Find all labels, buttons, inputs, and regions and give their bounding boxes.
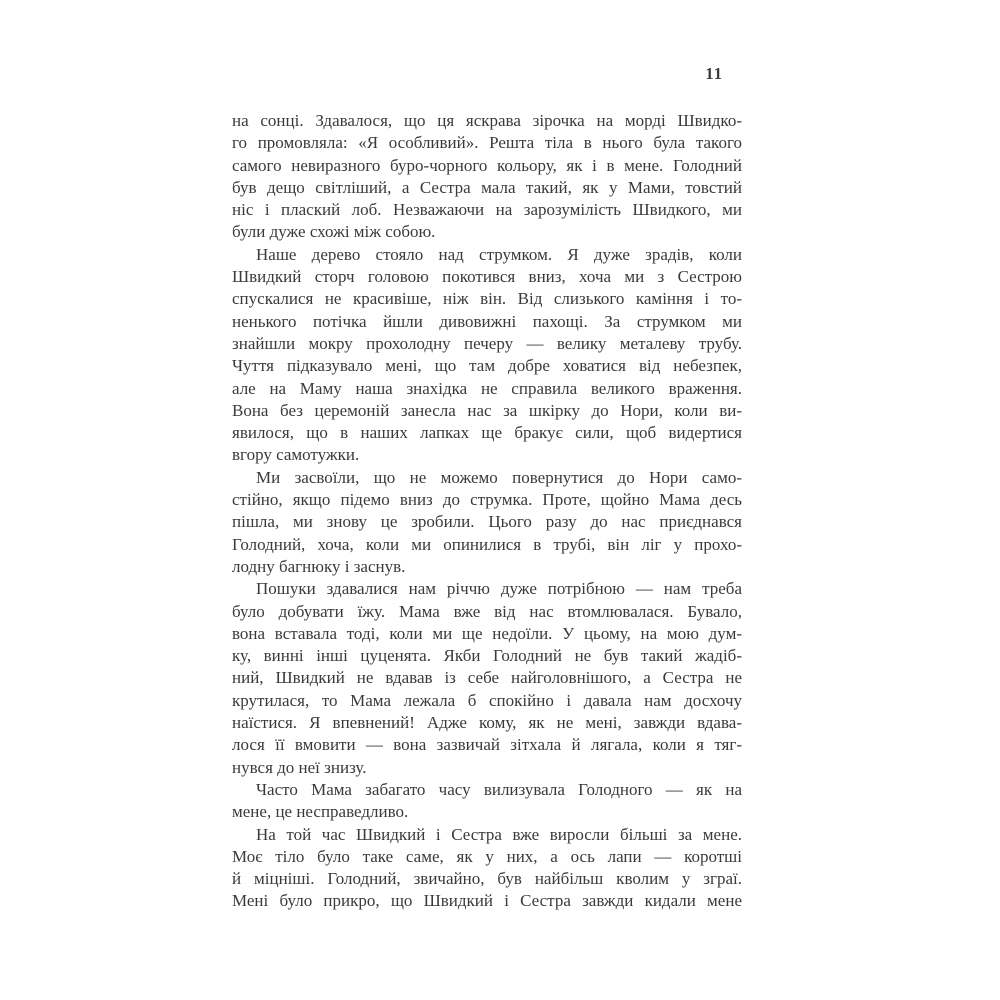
text-line: ніс і плаский лоб. Незважаючи на зарозумілість Швидкого, ми [232,200,742,220]
text-line: стійно, якщо підемо вниз до струмка. Проте, щойно Мама десь [232,490,742,510]
text-line: нувся до неї знизу. [232,757,367,777]
text-column [232,110,742,913]
text-line: вгору самотужки. [232,445,360,465]
text-line: на сонці. Здавалося, що ця яскрава зірочка на морді Швидко- [232,111,742,130]
text-line: були дуже схожі між собою. [232,222,436,242]
text-line: але на Маму наша знахідка не справила великого враження. [232,378,742,398]
text-line: вона вставала тоді, коли ми ще недоїли. У цьому, на мою дум- [232,623,742,643]
text-line: На той час Швидкий і Сестра вже виросли більші за мене. [256,824,742,844]
text-line: й міцніші. Голодний, звичайно, був найбільш кволим у зграї. [232,869,742,889]
text-line: Вона без церемоній занесла нас за шкірку до Нори, коли ви- [232,400,742,420]
text-line: Голодний, хоча, коли ми опинилися в трубі, він ліг у прохо- [232,534,742,554]
text-line: Наше дерево стояло над струмком. Я дуже зрадів, коли [256,244,742,264]
text-line: Швидкий сторч головою покотився вниз, хоча ми з Сестрою [232,267,742,287]
text-line: Ми засвоїли, що не можемо повернутися до Нори само- [256,467,742,487]
text-line: крутилася, то Мама лежала б спокійно і давала нам досхочу [232,690,742,710]
text-line: ний, Швидкий не вдавав із себе найголовнішого, а Сестра не [232,668,742,688]
text-line: ненького потічка йшли дивовижні пахощі. За струмком ми [232,311,742,331]
text-line: лося її вмовити — вона зазвичай зітхала й лягала, коли я тяг- [232,735,742,755]
text-line: мене, це несправедливо. [232,802,409,822]
text-line: ку, винні інші цуценята. Якби Голодний не був такий жадіб- [232,646,742,666]
text-line: Мені було прикро, що Швидкий і Сестра завжди кидали мене [232,891,742,911]
text-line: був дещо світліший, а Сестра мала такий, як у Мами, товстий [232,177,742,197]
text-line: було добувати їжу. Мама вже від нас втомлювалася. Бувало, [232,601,742,621]
text-line: Моє тіло було таке саме, як у них, а ось лапи — коротші [232,846,742,866]
text-line: лодну багнюку і заснув. [232,556,406,576]
text-line: наїстися. Я впевнений! Адже кому, як не мені, завжди вдава- [232,713,742,733]
page-number: 11 [705,64,723,83]
text-line: го промовляла: «Я особливий». Решта тіла в нього була такого [232,133,742,153]
text-line: пішла, ми знову це зробили. Цього разу до нас приєднався [232,512,742,532]
text-line: спускалися не красивіше, ніж він. Від слизького каміння і то- [232,289,742,309]
text-line: самого невиразного буро-чорного кольору, як і в мене. Голодний [232,155,742,175]
text-line: знайшли мокру прохолодну печеру — велику металеву трубу. [232,333,742,353]
text-line: Чуття підказувало мені, що там добре ховатися від небезпек, [232,356,742,376]
text-line: Пошуки здавалися нам річчю дуже потрібною — нам треба [256,579,742,599]
text-line: Часто Мама забагато часу вилизувала Голодного — як на [256,779,742,799]
text-line: явилося, що в наших лапках ще бракує сили, щоб видертися [232,423,742,443]
